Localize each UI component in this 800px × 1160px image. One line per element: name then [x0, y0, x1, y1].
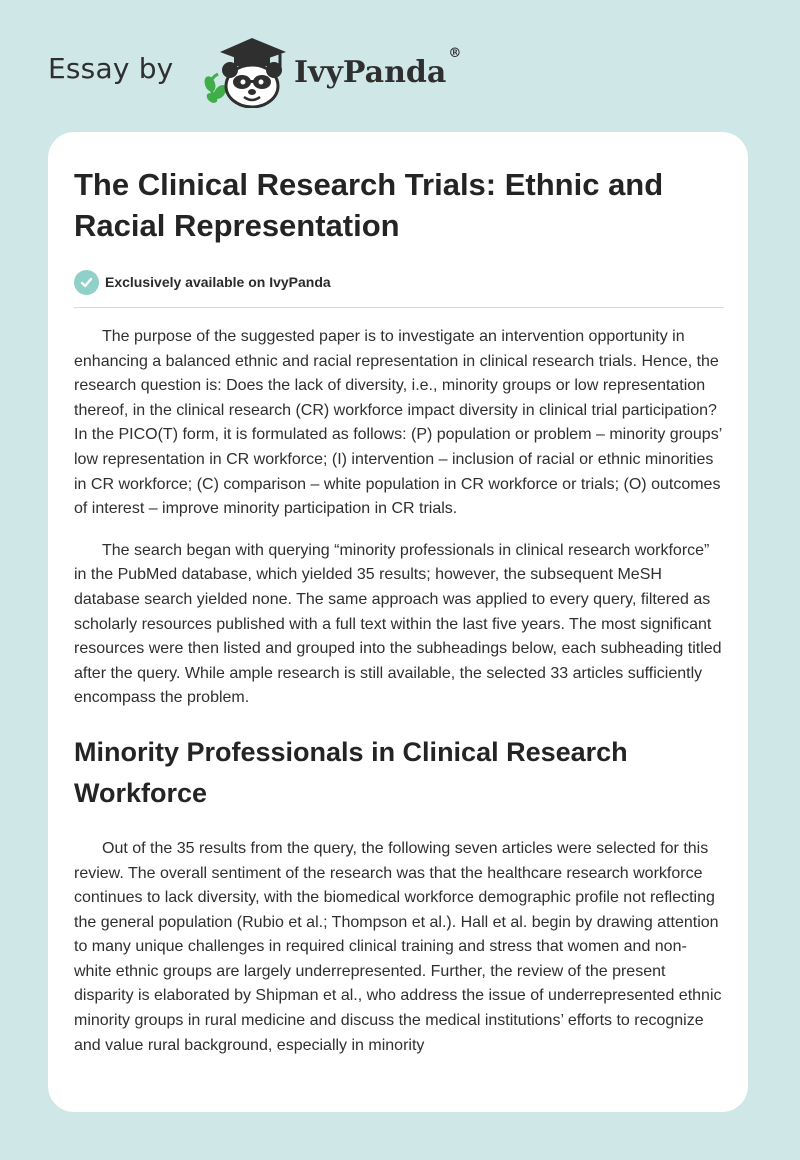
- essay-content: [74, 164, 724, 1058]
- registered-mark: ®: [448, 46, 462, 61]
- paragraph: The purpose of the suggested paper is to investigate an intervention opportunity in enhancing a balanced ethnic and racial representation in clinical research trials. Hence, the research question is: Does the lack of diversity, i.e., minority groups or low representation thereof, in the clinical research (CR) workforce impact diversity in clinical trial participation? In the PICO(T) form, it is formulated as follows: (P) population or problem – minority groups’ low representation in CR workforce; (I) intervention – inclusion of racial or ethnic minorities in CR workforce; (C) comparison – white population in CR workforce or trials; (O) outcomes of interest – improve minority participation in CR trials.: [74, 328, 722, 518]
- essay-by-label: Essay by: [48, 52, 174, 85]
- exclusive-badge: [74, 268, 724, 296]
- page-title: The Clinical Research Trials: Ethnic and Racial Representation: [74, 167, 664, 243]
- brand-logo[interactable]: [294, 46, 462, 90]
- paragraph: The search began with querying “minority professionals in clinical research workforce” in the PubMed database, which yielded 35 results; however, the subsequent MeSH database search yielded none. The same approach was applied to every query, filtered as scholarly resources published with a full text within the last five years. The most significant resources were then listed and grouped into the subheadings below, each subheading titled after the query. While ample research is still available, the selected 33 articles sufficiently encompass the problem.: [74, 541, 722, 707]
- section-heading: Minority Professionals in Clinical Research Workforce: [74, 736, 628, 808]
- paragraph: Out of the 35 results from the query, the following seven articles were selected for this review. The overall sentiment of the research was that the healthcare research workforce continues to lack diversity, with the biomedical workforce demographic profile not reflecting the general population (Rubio et al.; Thompson et al.). Hall et al. begin by drawing attention to many unique challenges in required clinical training and stress that women and non-white ethnic groups are largely underrepresented. Further, the review of the present disparity is elaborated by Shipman et al., who address the issue of underrepresented ethnic minority groups in rural medicine and discuss the medical institutions’ efforts to recognize and value rural background, especially in minority: [74, 839, 722, 1054]
- brand-name: IvyPanda: [294, 55, 447, 90]
- divider: [74, 307, 724, 308]
- check-icon: [74, 270, 99, 295]
- exclusive-label: Exclusively available on IvyPanda: [105, 274, 331, 290]
- panda-graduate-icon[interactable]: [200, 34, 292, 108]
- site-header: [0, 0, 800, 130]
- essay-card: [48, 132, 748, 1112]
